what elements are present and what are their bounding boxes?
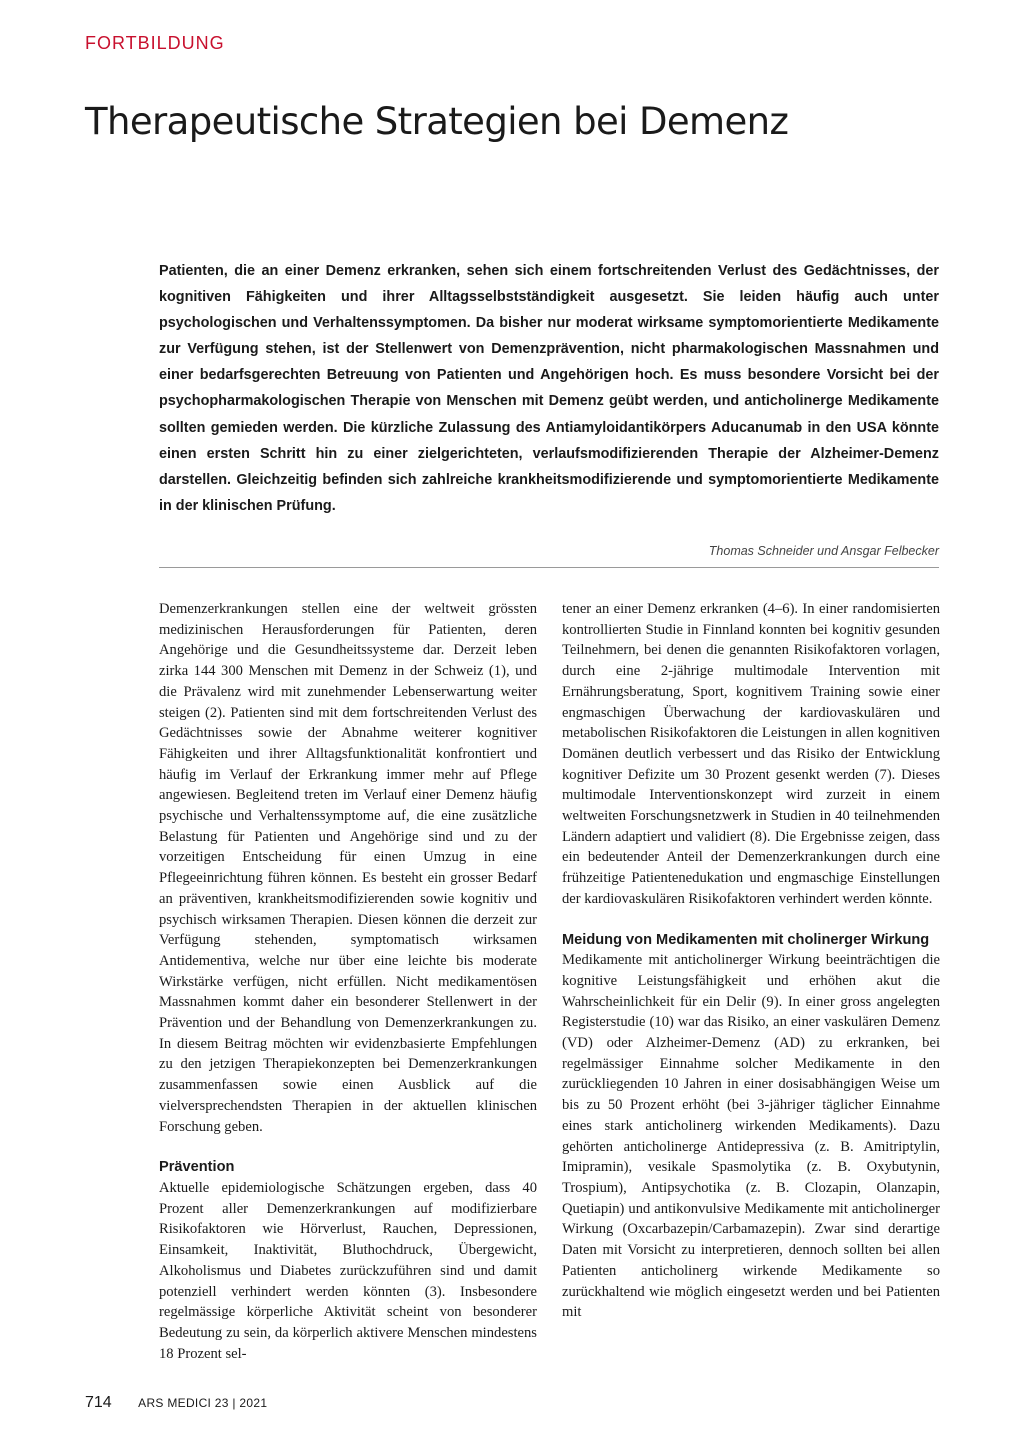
- praevention-paragraph: Aktuelle epidemiologische Schätzungen ergeben, dass 40 Prozent aller Demenzerkrankungen auf modifizierbare Risikofaktoren wie Hörverlust, Rauchen, Depressionen, Einsamkeit, Inaktivität, Bluthochdruck, Übergewicht, Alkoholismus und Diabetes zurückzuführen sind und damit potenziell verhindert werden könnten (3). Insbesondere regelmässige körperliche Aktivität scheint von besonderer Bedeutung zu sein, da körperlich aktivere Menschen mindestens 18 Prozent sel-: [159, 1179, 537, 1362]
- continuation-paragraph: tener an einer Demenz erkranken (4–6). In einer randomisierten kontrollierten Studie in Finnland konnten bei kognitiv gesunden Teilnehmern, bei denen die genannten Risikofaktoren vorlagen, durch eine 2-jährige multimodale Intervention mit Ernährungsberatung, Sport, kognitivem Training sowie einer engmaschigen Überwachung der kardiovaskulären und metabolischen Risikofaktoren die Leistungen in allen kognitiven Domänen deutlich verbessert und das Risiko der Entwicklung kognitiver Defizite um 30 Prozent gesenkt werden (7). Dieses multimodale Interventionskonzept wird zurzeit in einem weltweiten Forschungsnetzwerk in Studien in 40 teilnehmenden Ländern adaptiert und validiert (8). Die Ergebnisse zeigen, dass ein bedeutender Anteil der Demenzerkrankungen durch eine frühzeitige Patientenedukation und engmaschige Einstellungen der kardiovaskulären Risikofaktoren verhindert werden könnte.: [562, 601, 940, 907]
- body-column-right: [562, 599, 940, 1323]
- intro-paragraph: Demenzerkrankungen stellen eine der weltweit grössten medizinischen Herausforderungen für Patienten, deren Angehörige und die Gesundheitssysteme dar. Derzeit leben zirka 144 300 Menschen mit Demenz in der Schweiz (1), und die Prävalenz wird mit zunehmender Lebenserwartung weiter steigen (2). Patienten sind mit dem fortschreitenden Verlust des Gedächtnisses sowie der Abnahme weiterer kognitiver Fähigkeiten und ihrer Alltagsfunktionalität konfrontiert und häufig im Verlauf der Erkrankung immer mehr auf Pflege angewiesen. Begleitend treten im Verlauf einer Demenz häufig psychische und Verhaltenssymptome auf, die eine zusätzliche Belastung für Patienten und Angehörige sind und zu der vorzeitigen Entscheidung für einen Umzug in eine Pflegeeinrichtung führen können. Es besteht ein grosser Bedarf an präventiven, krankheitsmodifizierenden sowie kognitiv und psychisch wirksamen Therapien. Diesen können die derzeit zur Verfügung stehenden, symptomatisch wirksamen Antidementiva, welche nur über eine leichte bis moderate Wirkstärke verfügen, nicht erfüllen. Nicht medikamentösen Massnahmen kommt daher ein besonderer Stellenwert in der Prävention und der Behandlung von Demenzerkrankungen zu. In diesem Beitrag möchten wir evidenzbasierte Empfehlungen zu den jetzigen Therapiekonzepten bei Demenzerkrankungen zusammenfassen sowie einen Ausblick auf die vielversprechendsten Therapien in der aktuellen klinischen Forschung geben.: [159, 601, 537, 1135]
- authors: Thomas Schneider und Ansgar Felbecker: [708, 544, 939, 558]
- journal-citation: ARS MEDICI 23 | 2021: [138, 1396, 268, 1410]
- page-title: Therapeutische Strategien bei Demenz: [85, 100, 789, 143]
- body-column-left: [159, 599, 537, 1364]
- page-number: 714: [85, 1394, 112, 1411]
- section-heading-praevention: Prävention: [159, 1159, 235, 1176]
- anticholinerg-paragraph: Medikamente mit anticholinerger Wirkung beeinträchtigen die kognitive Leistungsfähigkeit und erhöhen akut die Wahrscheinlichkeit für ein Delir (9). In einer gross angelegten Registerstudie (10) war das Risiko, an einer vaskulären Demenz (VD) oder Alzheimer-Demenz (AD) zu erkranken, bei regelmässiger Einnahme solcher Medikamente in den zurückliegenden 10 Jahren in einer dosisabhängigen Weise um bis zu 50 Prozent erhöht (bei 3-jähriger täglicher Einnahme eines stark anticholinerg wirkenden Medikaments). Dazu gehörten anticholinerge Antidepressiva (z. B. Amitriptylin, Imipramin), vesikale Spasmolytika (z. B. Oxybutynin, Trospium), Antipsychotika (z. B. Clozapin, Olanzapin, Quetiapin) und antikonvulsive Medikamente mit anticholinerger Wirkung (Oxcarbazepin/Carbamazepin). Zwar sind derartige Daten mit Vorsicht zu interpretieren, dennoch sollten bei allen Patienten anticholinerg wirkende Medikamente so zurückhaltend wie möglich eingesetzt werden und bei Patienten mit: [562, 952, 940, 1321]
- page-footer: [85, 1394, 267, 1412]
- lead-paragraph: Patienten, die an einer Demenz erkranken, sehen sich einem fortschreitenden Verlust des Gedächtnisses, der kognitiven Fähigkeiten und ihrer Alltagsselbstständigkeit ausgesetzt. Sie leiden häufig auch unter psychologischen und Verhaltenssymptomen. Da bisher nur moderat wirksame symptomorientierte Medikamente zur Verfügung stehen, ist der Stellenwert von Demenzprävention, nicht pharmakologischen Massnahmen und einer bedarfsgerechten Betreuung von Patienten und Angehörigen hoch. Es muss besondere Vorsicht bei der psychopharmakologischen Therapie von Menschen mit Demenz geübt werden, und anticholinerge Medikamente sollten gemieden werden. Die kürzliche Zulassung des Antiamyloidantikörpers Aducanumab in den USA könnte einen ersten Schritt hin zu einer zielgerichteten, verlaufsmodifizierenden Therapie der Alzheimer-Demenz darstellen. Gleichzeitig befinden sich zahlreiche krankheitsmodifizierende und symptomorientierte Medikamente in der klinischen Prüfung.: [159, 263, 939, 514]
- divider: [159, 567, 939, 568]
- section-heading-anticholinerg: Meidung von Medikamenten mit cholinerger Wirkung: [562, 931, 930, 948]
- section-label: FORTBILDUNG: [85, 33, 225, 53]
